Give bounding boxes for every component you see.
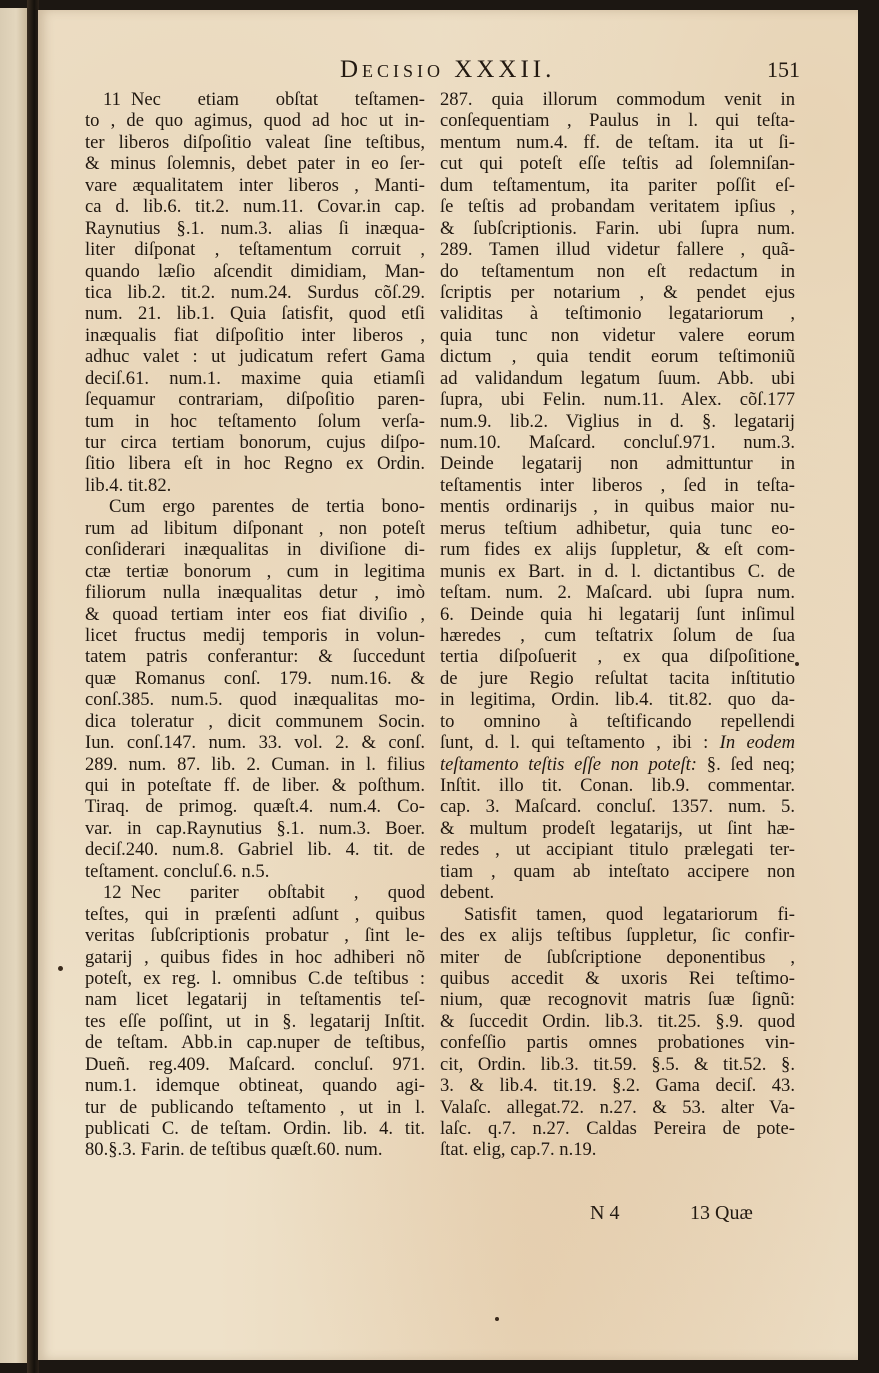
line-text: teſtes, qui in præſenti adſunt , quibus: [85, 903, 425, 925]
line-text: to omnino à teſtificando repellendi: [440, 710, 795, 732]
line-text: & multum prodeſt legatarijs, ut ſint hæ-: [440, 817, 795, 839]
line-text: conſiderari inæqualitas in diviſione di-: [85, 539, 425, 561]
text-line: [85, 818, 425, 839]
text-line: [440, 196, 795, 217]
text-line: [440, 261, 795, 282]
text-line: [85, 732, 425, 753]
text-line: [440, 132, 795, 153]
text-line: [85, 475, 425, 496]
paragraph-number: 11: [103, 89, 121, 110]
line-text: quia tunc non videtur valere eorum: [440, 324, 795, 346]
line-text: ſtat. elig, cap.7. n.19.: [440, 1139, 597, 1161]
line-text: tur de publicando teſtamento , ut in l.: [85, 1096, 425, 1118]
paragraph: [85, 89, 425, 496]
previous-page-edge: [0, 8, 27, 1363]
paragraph: [440, 904, 795, 1161]
text-line: [85, 989, 425, 1010]
line-text: validitas à teſtimonio legatariorum ,: [440, 303, 795, 325]
line-text: teſtamentis inter liberos , ſed in teſta-: [440, 474, 795, 496]
line-text: tes eſſe poſſint, ut in §. legatarij Inſtit.: [85, 1010, 425, 1032]
text-line: [440, 475, 795, 496]
line-text: de teſtam. Abb.in cap.nuper de teſtibus,: [85, 1032, 425, 1054]
text-line: [85, 346, 425, 367]
text-line: [85, 261, 425, 282]
text-line: [85, 947, 425, 968]
line-text: deciſ.61. num.1. maxime quia etiamſi: [85, 367, 425, 389]
text-line: [440, 882, 795, 903]
text-line: [85, 282, 425, 303]
line-text: tum in hoc teſtamento ſolum verſa-: [85, 410, 425, 432]
line-text: conſequentiam , Paulus in l. qui teſta-: [440, 110, 795, 132]
text-line: [440, 711, 795, 732]
line-text: to , de quo agimus, quod ad hoc ut in-: [85, 110, 425, 132]
text-line: [440, 539, 795, 560]
text-line: [85, 239, 425, 260]
text-line: [440, 89, 795, 110]
text-line: [85, 968, 425, 989]
text-line: [440, 818, 795, 839]
line-text: dum teſtamentum, ita pariter poſſit eſ-: [440, 174, 795, 196]
text-line: [85, 646, 425, 667]
line-text: licet fructus medij temporis in volun-: [85, 624, 425, 646]
text-line: [85, 389, 425, 410]
text-line: [85, 689, 425, 710]
text-line: [440, 110, 795, 131]
line-text: Nec pariter obſtabit , quod: [131, 882, 425, 904]
left-column: [85, 89, 425, 1161]
catchword: 13 Quæ: [690, 1202, 753, 1224]
text-line: [85, 582, 425, 603]
line-text: quibus accedit & uxoris Rei teſtimo-: [440, 967, 795, 989]
text-line: [85, 89, 425, 110]
line-text: quando læſio aſcendit dimidiam, Man-: [85, 260, 425, 282]
line-text: ad validandum legatum ſuum. Abb. ubi: [440, 367, 795, 389]
line-text: conſ.385. num.5. quod inæqualitas mo-: [85, 689, 425, 711]
paragraph: [440, 89, 795, 904]
line-text: 6. Deinde quia hi legatarij ſunt inſimul: [440, 603, 795, 625]
line-text: Deinde legatarij non admittuntur in: [440, 453, 795, 475]
line-text: confeſſio partis omnes probationes vin-: [440, 1032, 795, 1054]
line-text: tiam , quam ab inteſtato accipere non: [440, 860, 795, 882]
line-text: teſtam. num. 2. Maſcard. ubi ſupra num.: [440, 582, 795, 604]
line-text: teſtamento teſtis eſſe non poteſt: §. ſed neq;: [440, 753, 795, 775]
line-text: tatem patris conferantur: & ſuccedunt: [85, 646, 425, 668]
line-text: tur circa tertiam bonorum, cujus diſpo-: [85, 432, 425, 453]
line-text: liter diſponat , teſtamentum corruit ,: [85, 239, 425, 261]
line-text: cap. 3. Maſcard. concluſ. 1357. num. 5.: [440, 796, 795, 818]
line-text: filiorum nulla inæqualitas detur , imò: [85, 582, 425, 604]
line-text: ſcriptis per notarium , & pendet ejus: [440, 281, 795, 303]
paragraph: [85, 882, 425, 1161]
line-text: redes , ut accipiant titulo prælegati ter-: [440, 839, 795, 861]
text-line: [440, 346, 795, 367]
line-text: cut qui poteſt eſſe teſtis ad ſolemniſan-: [440, 153, 795, 175]
line-text: tica lib.2. tit.2. num.24. Surdus cõſ.29.: [85, 281, 425, 303]
text-line: [440, 1054, 795, 1075]
line-text: ter liberos diſpoſitio valeat ſine teſtibus,: [85, 131, 425, 153]
text-line: [85, 754, 425, 775]
line-text: Satisfit tamen, quod legatariorum fi-: [464, 903, 795, 925]
text-line: [440, 411, 795, 432]
line-text: 287. quia illorum commodum venit in: [440, 89, 795, 110]
text-line: [85, 175, 425, 196]
line-text: num. 21. lib.1. Quia ſatisfit, quod etſi: [85, 303, 425, 325]
line-text: teſtament. concluſ.6. n.5.: [85, 860, 270, 882]
line-text: var. in cap.Raynutius §.1. num.3. Boer.: [85, 817, 425, 839]
text-line: [85, 1075, 425, 1096]
text-line: [85, 775, 425, 796]
text-line: [85, 196, 425, 217]
line-text: des ex alijs teſtibus ſuppletur, ſic confir-: [440, 925, 795, 947]
line-text: miter de ſubſcriptione deponentibus ,: [440, 946, 795, 968]
line-text: merus teſtium adhibetur, quia tunc eo-: [440, 517, 795, 539]
text-line: [440, 325, 795, 346]
text-line: [440, 861, 795, 882]
line-text: & minus ſolemnis, debet pater in eo ſer-: [85, 153, 425, 175]
running-head: [340, 56, 800, 84]
text-line: [440, 518, 795, 539]
text-line: [440, 218, 795, 239]
text-line: [440, 582, 795, 603]
text-line: [85, 904, 425, 925]
text-line: [85, 110, 425, 131]
line-text: debent.: [440, 882, 495, 904]
text-line: [440, 668, 795, 689]
text-line: [440, 968, 795, 989]
line-text: lib.4. tit.82.: [85, 474, 172, 496]
line-text: ca d. lib.6. tit.2. num.11. Covar.in cap.: [85, 196, 425, 218]
line-text: num.9. lib.2. Viglius in d. §. legatarij: [440, 410, 795, 432]
line-text: do teſtamentum non eſt redactum in: [440, 260, 795, 282]
line-text: Nec etiam obſtat teſtamen-: [131, 89, 425, 110]
line-text: num.1. idemque obtineat, quando agi-: [85, 1075, 425, 1097]
line-text: nam licet legatarij in teſtamentis teſ-: [85, 989, 425, 1011]
text-line: [85, 882, 425, 903]
line-text: mentis ordinarijs , in quibus maior nu-: [440, 496, 795, 518]
text-line: [85, 303, 425, 324]
text-line: [440, 904, 795, 925]
line-text: gatarij , quibus fides in hoc adhiberi nõ: [85, 946, 425, 968]
line-text: inæqualis fiat diſpoſitio inter liberos ,: [85, 324, 425, 346]
text-line: [440, 153, 795, 174]
line-text: tertia diſpoſuerit , ex qua diſpoſitione: [440, 646, 795, 668]
line-text: & ſuccedit Ordin. lib.3. tit.25. §.9. quod: [440, 1010, 795, 1032]
line-text: Inſtit. illo tit. Conan. lib.9. commentar.: [440, 775, 795, 796]
line-text: in legitima, Ordin. lib.4. tit.82. quo da-: [440, 689, 795, 711]
line-text: quæ Romanus conſ. 179. num.16. &: [85, 667, 425, 689]
text-line: [440, 839, 795, 860]
line-text: 3. & lib.4. tit.19. §.2. Gama deciſ. 43.: [440, 1075, 795, 1097]
text-line: [440, 775, 795, 796]
line-text: 80.§.3. Farin. de teſtibus quæſt.60. num.: [85, 1139, 383, 1161]
line-text: ſequamur contrariam, diſpoſitio paren-: [85, 389, 425, 411]
line-text: hæredes , cum teſtatrix ſolum de ſua: [440, 624, 795, 646]
line-text: mentum num.4. ff. de teſtam. ita ut ſi-: [440, 131, 795, 153]
text-line: [440, 1011, 795, 1032]
text-line: [440, 453, 795, 474]
text-line: [440, 496, 795, 517]
line-text: ſe teſtis ad probandam veritatem ipſius ,: [440, 196, 795, 218]
line-text: & quoad tertiam inter eos fiat diviſio ,: [85, 603, 425, 625]
line-text: publicati C. de teſtam. Ordin. lib. 4. tit.: [85, 1118, 425, 1139]
text-line: [85, 668, 425, 689]
text-line: [440, 432, 795, 453]
line-text: adhuc valet : ut judicatum refert Gama: [85, 346, 425, 368]
line-text: Tiraq. de primog. quæſt.4. num.4. Co-: [85, 796, 425, 818]
text-line: [440, 625, 795, 646]
line-text: & ſubſcriptionis. Farin. ubi ſupra num.: [440, 217, 795, 239]
line-text: Valaſc. allegat.72. n.27. & 53. alter Va-: [440, 1096, 795, 1118]
line-text: nium, quæ recognovit matris ſuæ ſignũ:: [440, 989, 795, 1011]
page-number: 151: [767, 57, 800, 82]
right-column: [440, 89, 795, 1161]
line-text: rum ad libitum diſponant , non poteſt: [85, 517, 425, 539]
line-text: ſupra, ubi Felin. num.11. Alex. cõſ.177: [440, 389, 795, 411]
foxing-spot: [58, 966, 63, 971]
line-text: qui in poteſtate ff. de liber. & poſthum.: [85, 775, 425, 796]
line-text: Dueñ. reg.409. Maſcard. concluſ. 971.: [85, 1053, 425, 1075]
text-line: [85, 604, 425, 625]
text-line: [440, 1032, 795, 1053]
text-line: [85, 839, 425, 860]
text-line: [85, 1118, 425, 1139]
line-text: poteſt, ex reg. l. omnibus C.de teſtibus :: [85, 967, 425, 989]
text-line: [440, 1139, 795, 1160]
text-line: [440, 646, 795, 667]
paragraph-number: 12: [103, 882, 122, 904]
foxing-spot: [795, 662, 799, 666]
line-text: ſitio libera eſt in hoc Regno ex Ordin.: [85, 453, 425, 475]
line-text: Raynutius §.1. num.3. alias ſi inæqua-: [85, 217, 425, 239]
line-text: ſunt, d. l. qui teſtamento , ibi : In eodem: [440, 732, 796, 754]
text-line: [440, 754, 795, 775]
line-text: deciſ.240. num.8. Gabriel lib. 4. tit. de: [85, 839, 425, 861]
text-line: [440, 604, 795, 625]
text-line: [440, 989, 795, 1010]
text-line: [85, 518, 425, 539]
text-line: [85, 1097, 425, 1118]
text-line: [85, 561, 425, 582]
signature-mark: N 4: [590, 1202, 620, 1224]
text-line: [440, 368, 795, 389]
text-line: [440, 1097, 795, 1118]
paragraph: [85, 496, 425, 882]
text-line: [440, 796, 795, 817]
foxing-spot: [495, 1317, 499, 1321]
line-text: de jure Regio reſultat tacita inſtitutio: [440, 667, 795, 689]
line-text: vare æqualitatem inter liberos , Manti-: [85, 174, 425, 196]
line-text: rum fides ex alijs ſuppletur, & eſt com-: [440, 539, 795, 561]
text-line: [85, 539, 425, 560]
text-line: [440, 1075, 795, 1096]
line-text: 289. num. 87. lib. 2. Cuman. in l. filius: [85, 753, 425, 775]
line-text: Cum ergo parentes de tertia bono-: [109, 496, 425, 518]
text-line: [85, 411, 425, 432]
text-line: [85, 432, 425, 453]
line-text: munis ex Bart. in d. l. dictantibus C. de: [440, 560, 795, 582]
line-text: veritas ſubſcriptionis probatur , ſint le-: [85, 925, 425, 947]
text-line: [85, 1054, 425, 1075]
text-line: [440, 389, 795, 410]
text-line: [85, 1011, 425, 1032]
text-line: [85, 861, 425, 882]
text-line: [85, 325, 425, 346]
text-line: [85, 218, 425, 239]
line-text: ctæ tertiæ bonorum , cum in legitima: [85, 560, 425, 582]
text-line: [440, 239, 795, 260]
text-line: [440, 303, 795, 324]
line-text: laſc. q.7. n.27. Caldas Pereira de pote-: [440, 1118, 795, 1139]
text-line: [440, 561, 795, 582]
line-text: 289. Tamen illud videtur fallere , quã-: [440, 239, 795, 261]
text-line: [85, 925, 425, 946]
text-line: [85, 496, 425, 517]
text-line: [440, 947, 795, 968]
text-line: [85, 368, 425, 389]
text-line: [440, 282, 795, 303]
line-text: dica toleratur , dicit communem Socin.: [85, 710, 425, 732]
text-line: [85, 153, 425, 174]
text-line: [85, 625, 425, 646]
text-line: [85, 1139, 425, 1160]
text-line: [440, 925, 795, 946]
text-line: [85, 711, 425, 732]
line-text: dictum , quia tendit eorum teſtimoniũ: [440, 346, 795, 368]
text-line: [85, 796, 425, 817]
running-title: Decisio XXXII.: [340, 56, 556, 83]
line-text: Iun. conſ.147. num. 33. vol. 2. & conſ.: [85, 732, 425, 754]
line-text: num.10. Maſcard. concluſ.971. num.3.: [440, 432, 795, 453]
text-line: [440, 1118, 795, 1139]
text-line: [85, 453, 425, 474]
line-text: cit, Ordin. lib.3. tit.59. §.5. & tit.52. §.: [440, 1053, 795, 1075]
text-line: [440, 175, 795, 196]
text-line: [440, 732, 795, 753]
text-line: [440, 689, 795, 710]
text-line: [85, 1032, 425, 1053]
text-line: [85, 132, 425, 153]
